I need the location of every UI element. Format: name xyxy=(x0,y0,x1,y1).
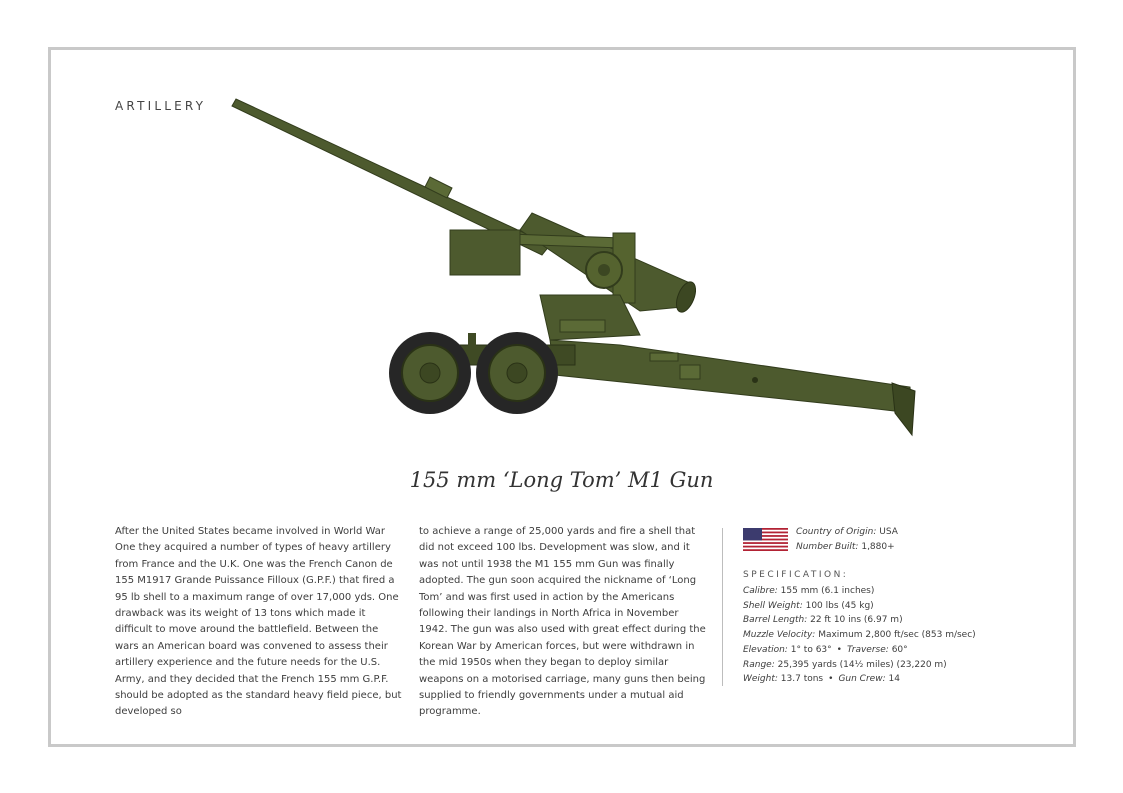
spec-calibre: Calibre: 155 mm (6.1 inches) xyxy=(743,586,875,596)
spade xyxy=(892,383,915,435)
origin-info xyxy=(796,525,898,555)
description-text-1: After the United States became involved in World War One they acquired a number of types of heavy artillery from France and the U.K. One was the French Canon de 155 M1917 Grande Puissance Filloux (G.P.F.) that fired a 95 lb shell to a maximum range of over 17,000 yds. One drawback was its weight of 13 tons which made it difficult to move around the battlefield. Between the wars an American board was convened to assess their artillery experience and the future needs for the U.S. Army, and they decided that the French 155 mm G.P.F. should be adopted as the standard heavy field piece, but developed so xyxy=(115,526,402,718)
category-label: ARTILLERY xyxy=(115,99,207,113)
country-of-origin: Country of Origin: USA xyxy=(796,527,898,537)
spec-range: Range: 25,395 yards (14½ miles) (23,220 m) xyxy=(743,659,947,670)
description-column-2 xyxy=(419,524,709,721)
trail-leg xyxy=(550,340,912,413)
spec-weight-crew: Weight: 13.7 tons • Gun Crew: 14 xyxy=(743,674,900,685)
number-built: Number Built: 1,880+ xyxy=(796,542,895,552)
column-divider xyxy=(722,528,723,686)
spec-elevation-traverse: Elevation: 1° to 63° • Traverse: 60° xyxy=(743,644,908,655)
specification-heading: SPECIFICATION: xyxy=(743,570,849,580)
description-column-1 xyxy=(115,524,405,721)
specification-list xyxy=(743,584,976,687)
rear-wheel xyxy=(476,332,558,414)
front-wheel xyxy=(389,332,471,414)
gun-title: 155 mm ‘Long Tom’ M1 Gun xyxy=(409,468,714,492)
spec-muzzle-velocity: Muzzle Velocity: Maximum 2,800 ft/sec (853 m/sec) xyxy=(743,630,976,641)
spec-barrel-length: Barrel Length: 22 ft 10 ins (6.97 m) xyxy=(743,615,903,626)
usa-flag-icon xyxy=(743,528,788,551)
long-tom-gun-illustration xyxy=(220,95,940,445)
spec-shell-weight: Shell Weight: 100 lbs (45 kg) xyxy=(743,600,874,611)
description-text-2: to achieve a range of 25,000 yards and fire a shell that did not exceed 100 lbs. Development was slow, and it was not until 1938 the M1 155 mm Gun was finally adopted. The gun soon acquired the nickname of ‘Long Tom’ and was first used in action by the Americans following their landings in North Africa in November 1942. The gun was also used with great effect during the Korean War by American forces, but were withdrawn in the mid 1950s when they began to deploy similar weapons on a motorised carriage, many guns then being supplied to friendly governments under a mutual aid programme. xyxy=(419,526,706,718)
gun-cradle xyxy=(450,230,520,275)
